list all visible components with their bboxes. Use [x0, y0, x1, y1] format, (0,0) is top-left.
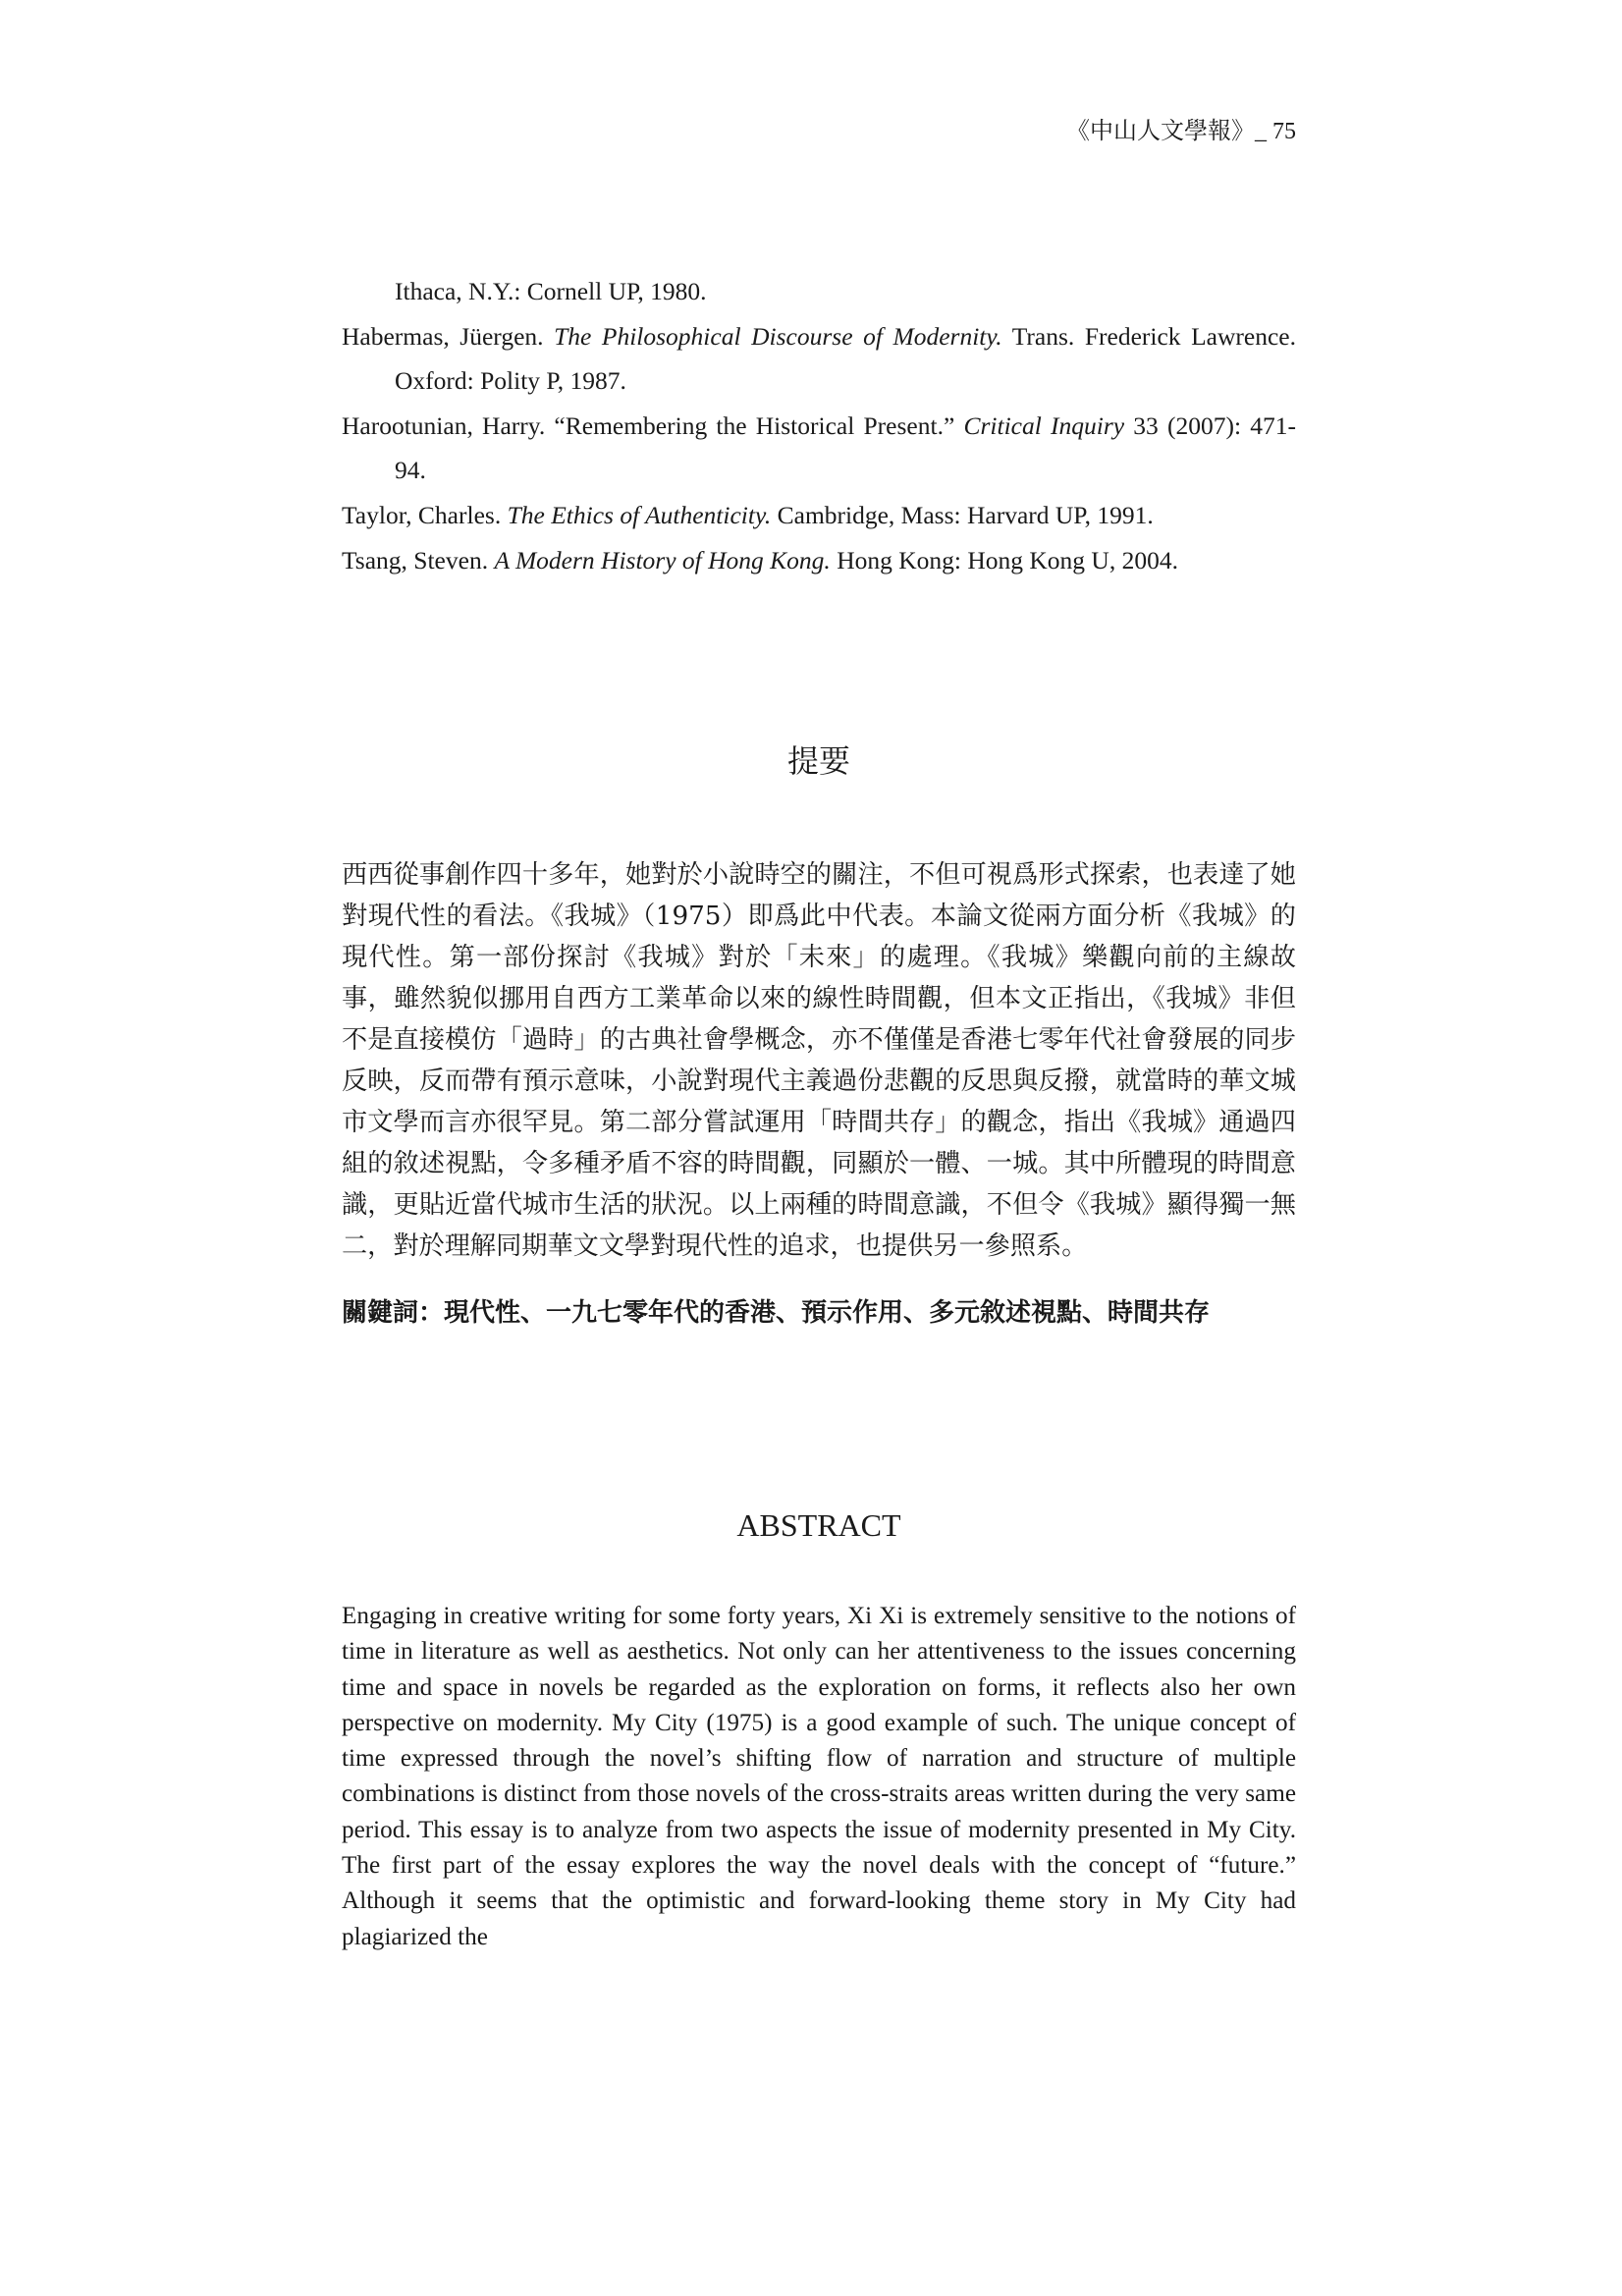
reference-entry — [342, 269, 1296, 313]
reference-author: Habermas, Jüergen. — [342, 322, 555, 351]
chinese-abstract-body: 西西從事創作四十多年，她對於小說時空的關注，不但可視爲形式探索，也表達了她對現代性的看法。《我城》（1975）即爲此中代表。本論文從兩方面分析《我城》的現代性。第一部份探討《我城》對於「未來」的處理。《我城》樂觀向前的主線故事，雖然貌似挪用自西方工業革命以來的線性時間觀，但本文正指出，《我城》非但不是直接模仿「過時」的古典社會學概念，亦不僅僅是香港七零年代社會發展的同步反映，反而帶有預示意味，小說對現代主義過份悲觀的反思與反撥，就當時的華文城市文學而言亦很罕見。第二部分嘗試運用「時間共存」的觀念，指出《我城》通過四組的敘述視點，令多種矛盾不容的時間觀，同顯於一體、一城。其中所體現的時間意識，更貼近當代城市生活的狀況。以上兩種的時間意識，不但令《我城》顯得獨一無二，對於理解同期華文文學對現代性的追求，也提供另一參照系。 — [342, 860, 1296, 1261]
chinese-keywords: 關鍵詞：現代性、一九七零年代的香港、預示作用、多元敘述視點、時間共存 — [342, 1298, 1211, 1328]
running-header: 《中山人文學報》_ 75 — [1066, 119, 1296, 144]
reference-entry — [342, 538, 1296, 582]
reference-title: The Ethics of Authenticity. — [507, 501, 772, 529]
reference-entry — [342, 404, 1296, 492]
reference-entry — [342, 493, 1296, 537]
reference-title: The Philosophical Discourse of Modernity. — [554, 322, 1002, 351]
reference-author: Taylor, Charles. — [342, 501, 508, 529]
reference-author: Harootunian, Harry. “Remembering the Historical Present.” — [342, 411, 964, 440]
references-list — [342, 269, 1296, 583]
reference-title: Critical Inquiry — [963, 411, 1125, 440]
reference-author: Tsang, Steven. — [342, 546, 495, 574]
reference-publication: Trans. Frederick Lawrence. Oxford: Polity P, 1987. — [395, 322, 1296, 395]
reference-publication: 33 (2007): 471-94. — [395, 411, 1296, 484]
reference-title: A Modern History of Hong Kong. — [494, 546, 831, 574]
reference-text: Ithaca, N.Y.: Cornell UP, 1980. — [395, 277, 707, 305]
reference-publication: Cambridge, Mass: Harvard UP, 1991. — [771, 501, 1154, 529]
english-abstract-body: Engaging in creative writing for some forty years, Xi Xi is extremely sensitive to the notions of time in literature as well as aesthetics. Not only can her attentiveness to the issues concerning time and space in novels be regarded as the exploration on forms, it reflects also her own perspective on modernity. My City (1975) is a good example of such. The unique concept of time expressed through the novel’s shifting flow of narration and structure of multiple combinations is distinct from those novels of the cross-straits areas written during the very same period. This essay is to analyze from two aspects the issue of modernity presented in My City. The first part of the essay explores the way the novel deals with the concept of “future.” Although it seems that the optimistic and forward-looking theme story in My City had plagiarized the — [342, 1603, 1296, 1950]
reference-entry — [342, 314, 1296, 403]
reference-publication: Hong Kong: Hong Kong U, 2004. — [830, 546, 1178, 574]
chinese-abstract-title: 提要 — [786, 742, 850, 780]
english-abstract-title: ABSTRACT — [736, 1507, 901, 1543]
